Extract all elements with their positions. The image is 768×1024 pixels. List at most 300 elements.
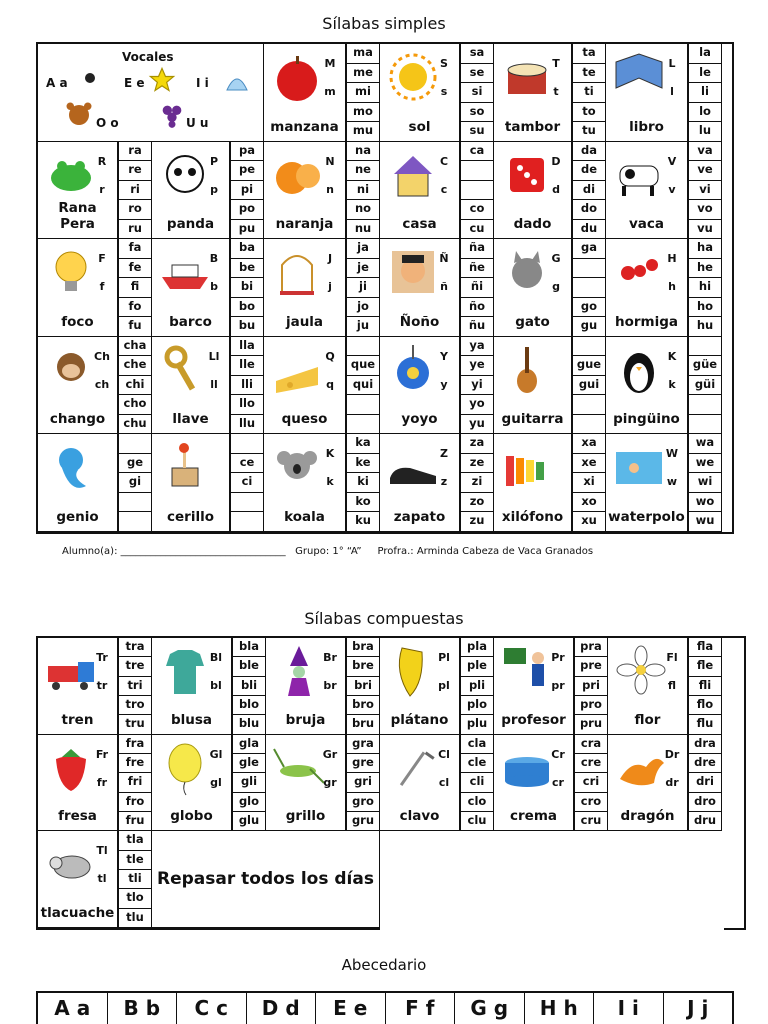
- syllable: fre: [119, 754, 151, 773]
- simple-cell: [152, 434, 230, 532]
- syllable: [231, 512, 263, 531]
- syllable: que: [347, 356, 379, 376]
- simple-title: Sílabas simples: [322, 14, 446, 33]
- syllable-column: [346, 44, 380, 142]
- lowercase-letter: t: [553, 85, 559, 98]
- vowel-u: U u: [186, 116, 209, 130]
- syllable-column: [688, 434, 722, 532]
- simple-cell: [380, 142, 460, 240]
- syllable: pli: [461, 677, 493, 696]
- lowercase-letter: dr: [665, 775, 679, 789]
- example-word: xilófono: [501, 508, 564, 525]
- syllable-column: [346, 337, 380, 435]
- example-word: Ñoño: [399, 313, 440, 330]
- syllable: wi: [689, 473, 721, 493]
- alphabet-letter: J j: [687, 996, 709, 1020]
- syllable: re: [119, 161, 151, 181]
- example-word: flor: [634, 711, 661, 728]
- syllable: llu: [238, 415, 256, 430]
- syllable: do: [573, 200, 605, 220]
- syllable-column: [346, 239, 380, 337]
- lowercase-letter: fr: [96, 775, 108, 789]
- compound-cell: [266, 638, 346, 735]
- lowercase-letter: w: [666, 475, 678, 489]
- syllable: clo: [461, 793, 493, 812]
- syllable: si: [461, 83, 493, 103]
- syllable: plo: [461, 696, 493, 715]
- compound-cell: [494, 638, 574, 735]
- syllable: pla: [461, 638, 493, 657]
- syllable: la: [689, 44, 721, 64]
- syllable: lli: [231, 376, 263, 396]
- syllable: glu: [238, 812, 260, 827]
- syllable: mu: [352, 123, 374, 138]
- syllable: dro: [689, 793, 721, 812]
- syllable: dra: [689, 735, 721, 754]
- lowercase-letter: tl: [97, 872, 107, 886]
- syllable: dri: [689, 773, 721, 792]
- simple-cell: [606, 434, 688, 532]
- example-word: cerillo: [167, 508, 214, 525]
- syllable-column: [460, 638, 494, 735]
- syllable: ne: [347, 161, 379, 181]
- syllable: tra: [119, 638, 151, 657]
- syllable: pi: [231, 181, 263, 201]
- syllable-column: [118, 142, 152, 240]
- syllable: [347, 337, 379, 357]
- bear-icon: [64, 100, 94, 130]
- syllable: pe: [231, 161, 263, 181]
- cow-icon: [610, 146, 668, 204]
- syllable: cra: [575, 735, 607, 754]
- simple-cell: [264, 434, 346, 532]
- uppercase-letter: B: [209, 252, 219, 266]
- letter-pair: [662, 245, 682, 303]
- syllable: fra: [119, 735, 151, 754]
- compound-cell: [38, 831, 118, 928]
- lowercase-letter: bl: [210, 679, 222, 692]
- syllable-column: [460, 434, 494, 532]
- syllable: xa: [573, 434, 605, 454]
- uppercase-letter: Pl: [438, 651, 450, 664]
- syllable: gle: [233, 754, 265, 773]
- syllable: lla: [231, 337, 263, 357]
- igloo-icon: [222, 68, 252, 92]
- simple-cell: [606, 337, 688, 435]
- example-word: globo: [170, 808, 213, 825]
- syllable: wu: [695, 513, 715, 528]
- syllable: güe: [689, 356, 721, 376]
- syllable: bra: [347, 638, 379, 657]
- example-word: llave: [172, 411, 209, 428]
- syllable: cu: [469, 220, 485, 235]
- letter-pair: [320, 50, 340, 108]
- letter-pair: [320, 343, 340, 401]
- syllable-column: [346, 142, 380, 240]
- letter-pair: [434, 50, 454, 108]
- example-word: casa: [402, 216, 437, 233]
- example-word: fresa: [58, 808, 97, 825]
- letter-pair: [662, 440, 682, 498]
- example-word: blusa: [170, 711, 213, 728]
- syllable: vo: [689, 200, 721, 220]
- syllable-column: [118, 434, 152, 532]
- uppercase-letter: Bl: [209, 651, 223, 664]
- syllable: po: [231, 200, 263, 220]
- syllable: [461, 161, 493, 181]
- syllable: gui: [573, 376, 605, 396]
- simple-cell: [494, 434, 572, 532]
- letter-pair: [320, 245, 340, 303]
- vowels-cell: [38, 44, 264, 142]
- syllable-column: [118, 735, 152, 832]
- example-word: koala: [284, 508, 325, 525]
- syllable: cho: [119, 395, 151, 415]
- example-word: naranja: [275, 216, 334, 233]
- simple-cell: [494, 142, 572, 240]
- letter-pair: [92, 644, 112, 702]
- syllable: du: [580, 220, 598, 235]
- syllable: nu: [354, 220, 372, 235]
- syllable: flu: [696, 716, 714, 731]
- syllable: ñi: [461, 278, 493, 298]
- uppercase-letter: Tl: [96, 844, 108, 858]
- syllable: bri: [347, 677, 379, 696]
- syllable: [231, 493, 263, 513]
- uppercase-letter: Pr: [551, 651, 565, 664]
- syllable-column: [118, 831, 152, 928]
- syllable: fli: [689, 677, 721, 696]
- vowels-label: Vocales: [122, 50, 174, 64]
- syllable: bo: [231, 298, 263, 318]
- uppercase-letter: Ll: [208, 349, 220, 363]
- vowel-i: I i: [196, 76, 209, 90]
- syllable: gue: [573, 356, 605, 376]
- syllable-column: [688, 44, 722, 142]
- letter-pair: [662, 148, 682, 206]
- syllable: su: [469, 123, 485, 138]
- syllable: [689, 337, 721, 357]
- syllable: [347, 395, 379, 415]
- syllable: gla: [233, 735, 265, 754]
- syllable: clu: [467, 812, 487, 827]
- syllable-column: [572, 44, 606, 142]
- syllable: fle: [689, 657, 721, 676]
- syllable: ñe: [461, 259, 493, 279]
- letter-pair: [662, 741, 682, 799]
- syllable: zu: [469, 513, 485, 528]
- letter-pair: [320, 741, 340, 799]
- lowercase-letter: m: [324, 85, 336, 98]
- syllable: dre: [689, 754, 721, 773]
- syllable-column: [572, 434, 606, 532]
- syllable-column: [460, 142, 494, 240]
- alphabet-letter: E e: [316, 993, 386, 1024]
- syllable: ti: [573, 83, 605, 103]
- letter-pair: [434, 245, 454, 303]
- example-word: waterpolo: [608, 508, 685, 525]
- syllable: llo: [231, 395, 263, 415]
- syllable: ye: [461, 356, 493, 376]
- syllable: vi: [689, 181, 721, 201]
- syllable: [573, 259, 605, 279]
- cage-icon: [268, 243, 326, 301]
- syllable: [573, 395, 605, 415]
- syllable: fi: [119, 278, 151, 298]
- uppercase-letter: D: [551, 154, 561, 168]
- letter-pair: [204, 148, 224, 206]
- example-word: genio: [56, 508, 99, 525]
- simple-cell: [264, 142, 346, 240]
- simple-cell: [38, 434, 118, 532]
- uppercase-letter: [92, 440, 112, 468]
- example-word: tlacuache: [40, 904, 115, 921]
- simple-cell: [38, 239, 118, 337]
- syllable: wa: [689, 434, 721, 454]
- lowercase-letter: g: [552, 280, 560, 294]
- syllable: vu: [697, 220, 713, 235]
- syllable: zo: [461, 493, 493, 513]
- simple-cell: [494, 44, 572, 142]
- syllable-column: [118, 638, 152, 735]
- syllable: jo: [347, 298, 379, 318]
- uppercase-letter: F: [98, 252, 106, 266]
- uppercase-letter: P: [209, 154, 219, 168]
- syllable: pa: [231, 142, 263, 162]
- simple-cell: [264, 44, 346, 142]
- syllable: mi: [347, 83, 379, 103]
- alphabet-row: [36, 991, 734, 1024]
- uppercase-letter: Y: [440, 349, 448, 363]
- syllable: co: [461, 200, 493, 220]
- example-word: chango: [49, 411, 106, 428]
- uppercase-letter: C: [439, 154, 449, 168]
- blank-area: [380, 831, 724, 930]
- example-word: panda: [166, 216, 215, 233]
- syllable: [347, 415, 379, 434]
- cheese-icon: [268, 341, 326, 399]
- syllable: se: [461, 64, 493, 84]
- uppercase-letter: [204, 440, 224, 468]
- syllable: gli: [233, 773, 265, 792]
- syllable-column: [688, 337, 722, 435]
- syllable: lu: [698, 123, 712, 138]
- syllable: ci: [231, 473, 263, 493]
- penguin-icon: [610, 341, 668, 399]
- apple-icon: [268, 48, 326, 106]
- syllable: ni: [347, 181, 379, 201]
- simple-cell: [606, 44, 688, 142]
- letter-pair: [204, 343, 224, 401]
- alphabet-letter: I i: [594, 993, 664, 1024]
- lowercase-letter: [546, 371, 566, 399]
- syllable-column: [574, 638, 608, 735]
- alphabet-letter: H h: [525, 993, 595, 1024]
- simple-cell: [38, 337, 118, 435]
- syllable: ble: [233, 657, 265, 676]
- syllable-column: [688, 638, 722, 735]
- example-word: tambor: [504, 118, 561, 135]
- letter-pair: [546, 440, 566, 498]
- syllable-column: [232, 638, 266, 735]
- syllable: yu: [469, 415, 485, 430]
- letter-pair: [320, 148, 340, 206]
- letter-pair: [206, 741, 226, 799]
- letter-pair: [662, 644, 682, 702]
- syllable: to: [573, 103, 605, 123]
- lowercase-letter: n: [326, 182, 334, 196]
- syllable: le: [689, 64, 721, 84]
- syllable-column: [232, 735, 266, 832]
- syllable-column: [574, 735, 608, 832]
- lowercase-letter: [546, 468, 566, 496]
- syllable: qui: [347, 376, 379, 396]
- lowercase-letter: s: [440, 85, 448, 98]
- uppercase-letter: M: [324, 57, 336, 70]
- syllable-column: [230, 142, 264, 240]
- syllable: so: [461, 103, 493, 123]
- uppercase-letter: K: [667, 349, 677, 363]
- syllable: gu: [580, 318, 598, 333]
- syllable-column: [230, 337, 264, 435]
- syllable: ke: [347, 454, 379, 474]
- water-icon: [610, 438, 668, 496]
- example-word: plátano: [390, 711, 449, 728]
- lowercase-letter: z: [440, 475, 448, 489]
- syllable: ño: [461, 298, 493, 318]
- example-word: bruja: [285, 711, 326, 728]
- lowercase-letter: br: [323, 679, 337, 692]
- example-word: hormiga: [614, 313, 678, 330]
- syllable-column: [346, 434, 380, 532]
- syllable: pri: [575, 677, 607, 696]
- syllable: sa: [461, 44, 493, 64]
- simple-cell: [38, 142, 118, 240]
- syllable-column: [572, 337, 606, 435]
- syllable: [461, 181, 493, 201]
- syllable: je: [347, 259, 379, 279]
- syllable: plu: [466, 716, 488, 731]
- syllable: flo: [689, 696, 721, 715]
- uppercase-letter: T: [552, 57, 560, 70]
- syllable-column: [230, 434, 264, 532]
- letter-pair: [662, 343, 682, 401]
- uppercase-letter: R: [97, 154, 107, 168]
- syllable: cla: [461, 735, 493, 754]
- example-word: Rana Pera: [58, 200, 97, 233]
- syllable: blu: [238, 716, 260, 731]
- syllable: mo: [347, 103, 379, 123]
- letter-pair: [92, 741, 112, 799]
- syllable: de: [573, 161, 605, 181]
- simple-cell: [606, 142, 688, 240]
- syllable: ra: [119, 142, 151, 162]
- alphabet-letter: F f: [386, 993, 456, 1024]
- syllable-column: [688, 239, 722, 337]
- syllable: cha: [119, 337, 151, 357]
- syllable: che: [119, 356, 151, 376]
- syllable: pu: [238, 220, 256, 235]
- syllable: hu: [696, 318, 714, 333]
- syllable: tre: [119, 657, 151, 676]
- compound-syllables-table: [36, 636, 746, 930]
- vowel-o: O o: [96, 116, 119, 130]
- lowercase-letter: ll: [210, 377, 218, 391]
- letter-pair: [434, 148, 454, 206]
- syllable: [119, 512, 151, 531]
- syllable: cro: [575, 793, 607, 812]
- syllable-column: [688, 142, 722, 240]
- simple-cell: [494, 239, 572, 337]
- letter-pair: [92, 245, 112, 303]
- syllable-column: [346, 638, 380, 735]
- syllable: ho: [689, 298, 721, 318]
- uppercase-letter: Q: [325, 349, 335, 363]
- uppercase-letter: Ñ: [439, 252, 449, 266]
- letter-pair: [92, 343, 112, 401]
- syllable: ju: [356, 318, 370, 333]
- vowel-a: A a: [46, 76, 68, 90]
- syllable: we: [689, 454, 721, 474]
- syllable-column: [688, 735, 722, 832]
- syllable: pro: [575, 696, 607, 715]
- syllable: ri: [119, 181, 151, 201]
- uppercase-letter: N: [325, 154, 335, 168]
- letter-pair: [92, 837, 112, 895]
- syllable: ko: [347, 493, 379, 513]
- letter-pair: [434, 741, 454, 799]
- example-word: profesor: [501, 711, 566, 728]
- ant-icon: [610, 243, 668, 301]
- uppercase-letter: Cl: [438, 747, 450, 761]
- simple-cell: [264, 337, 346, 435]
- letter-pair: [320, 644, 340, 702]
- uppercase-letter: Z: [440, 447, 448, 461]
- syllable: ga: [573, 239, 605, 259]
- uppercase-letter: V: [667, 154, 677, 168]
- lowercase-letter: f: [99, 280, 105, 294]
- syllable-column: [460, 239, 494, 337]
- syllable: pru: [579, 716, 603, 731]
- simple-cell: [380, 239, 460, 337]
- syllable: va: [689, 142, 721, 162]
- syllable: ya: [461, 337, 493, 357]
- syllable: tro: [119, 696, 151, 715]
- letter-pair: [546, 343, 566, 401]
- syllable: pra: [575, 638, 607, 657]
- lowercase-letter: cr: [552, 775, 564, 789]
- letter-pair: [204, 440, 224, 498]
- syllable: gru: [351, 812, 375, 827]
- lowercase-letter: d: [552, 182, 560, 196]
- letter-pair: [662, 50, 682, 108]
- simple-cell: [606, 239, 688, 337]
- letter-pair: [434, 644, 454, 702]
- syllable: da: [573, 142, 605, 162]
- syllable: xu: [581, 513, 597, 528]
- compound-cell: [494, 735, 574, 832]
- example-word: gato: [515, 313, 550, 330]
- uppercase-letter: Ch: [94, 349, 110, 363]
- lowercase-letter: pr: [551, 679, 565, 692]
- syllable: glo: [233, 793, 265, 812]
- example-word: dado: [513, 216, 552, 233]
- lowercase-letter: l: [670, 85, 674, 98]
- syllable: ka: [347, 434, 379, 454]
- letter-pair: [434, 440, 454, 498]
- letter-pair: [546, 50, 566, 108]
- compound-title: Sílabas compuestas: [304, 609, 464, 628]
